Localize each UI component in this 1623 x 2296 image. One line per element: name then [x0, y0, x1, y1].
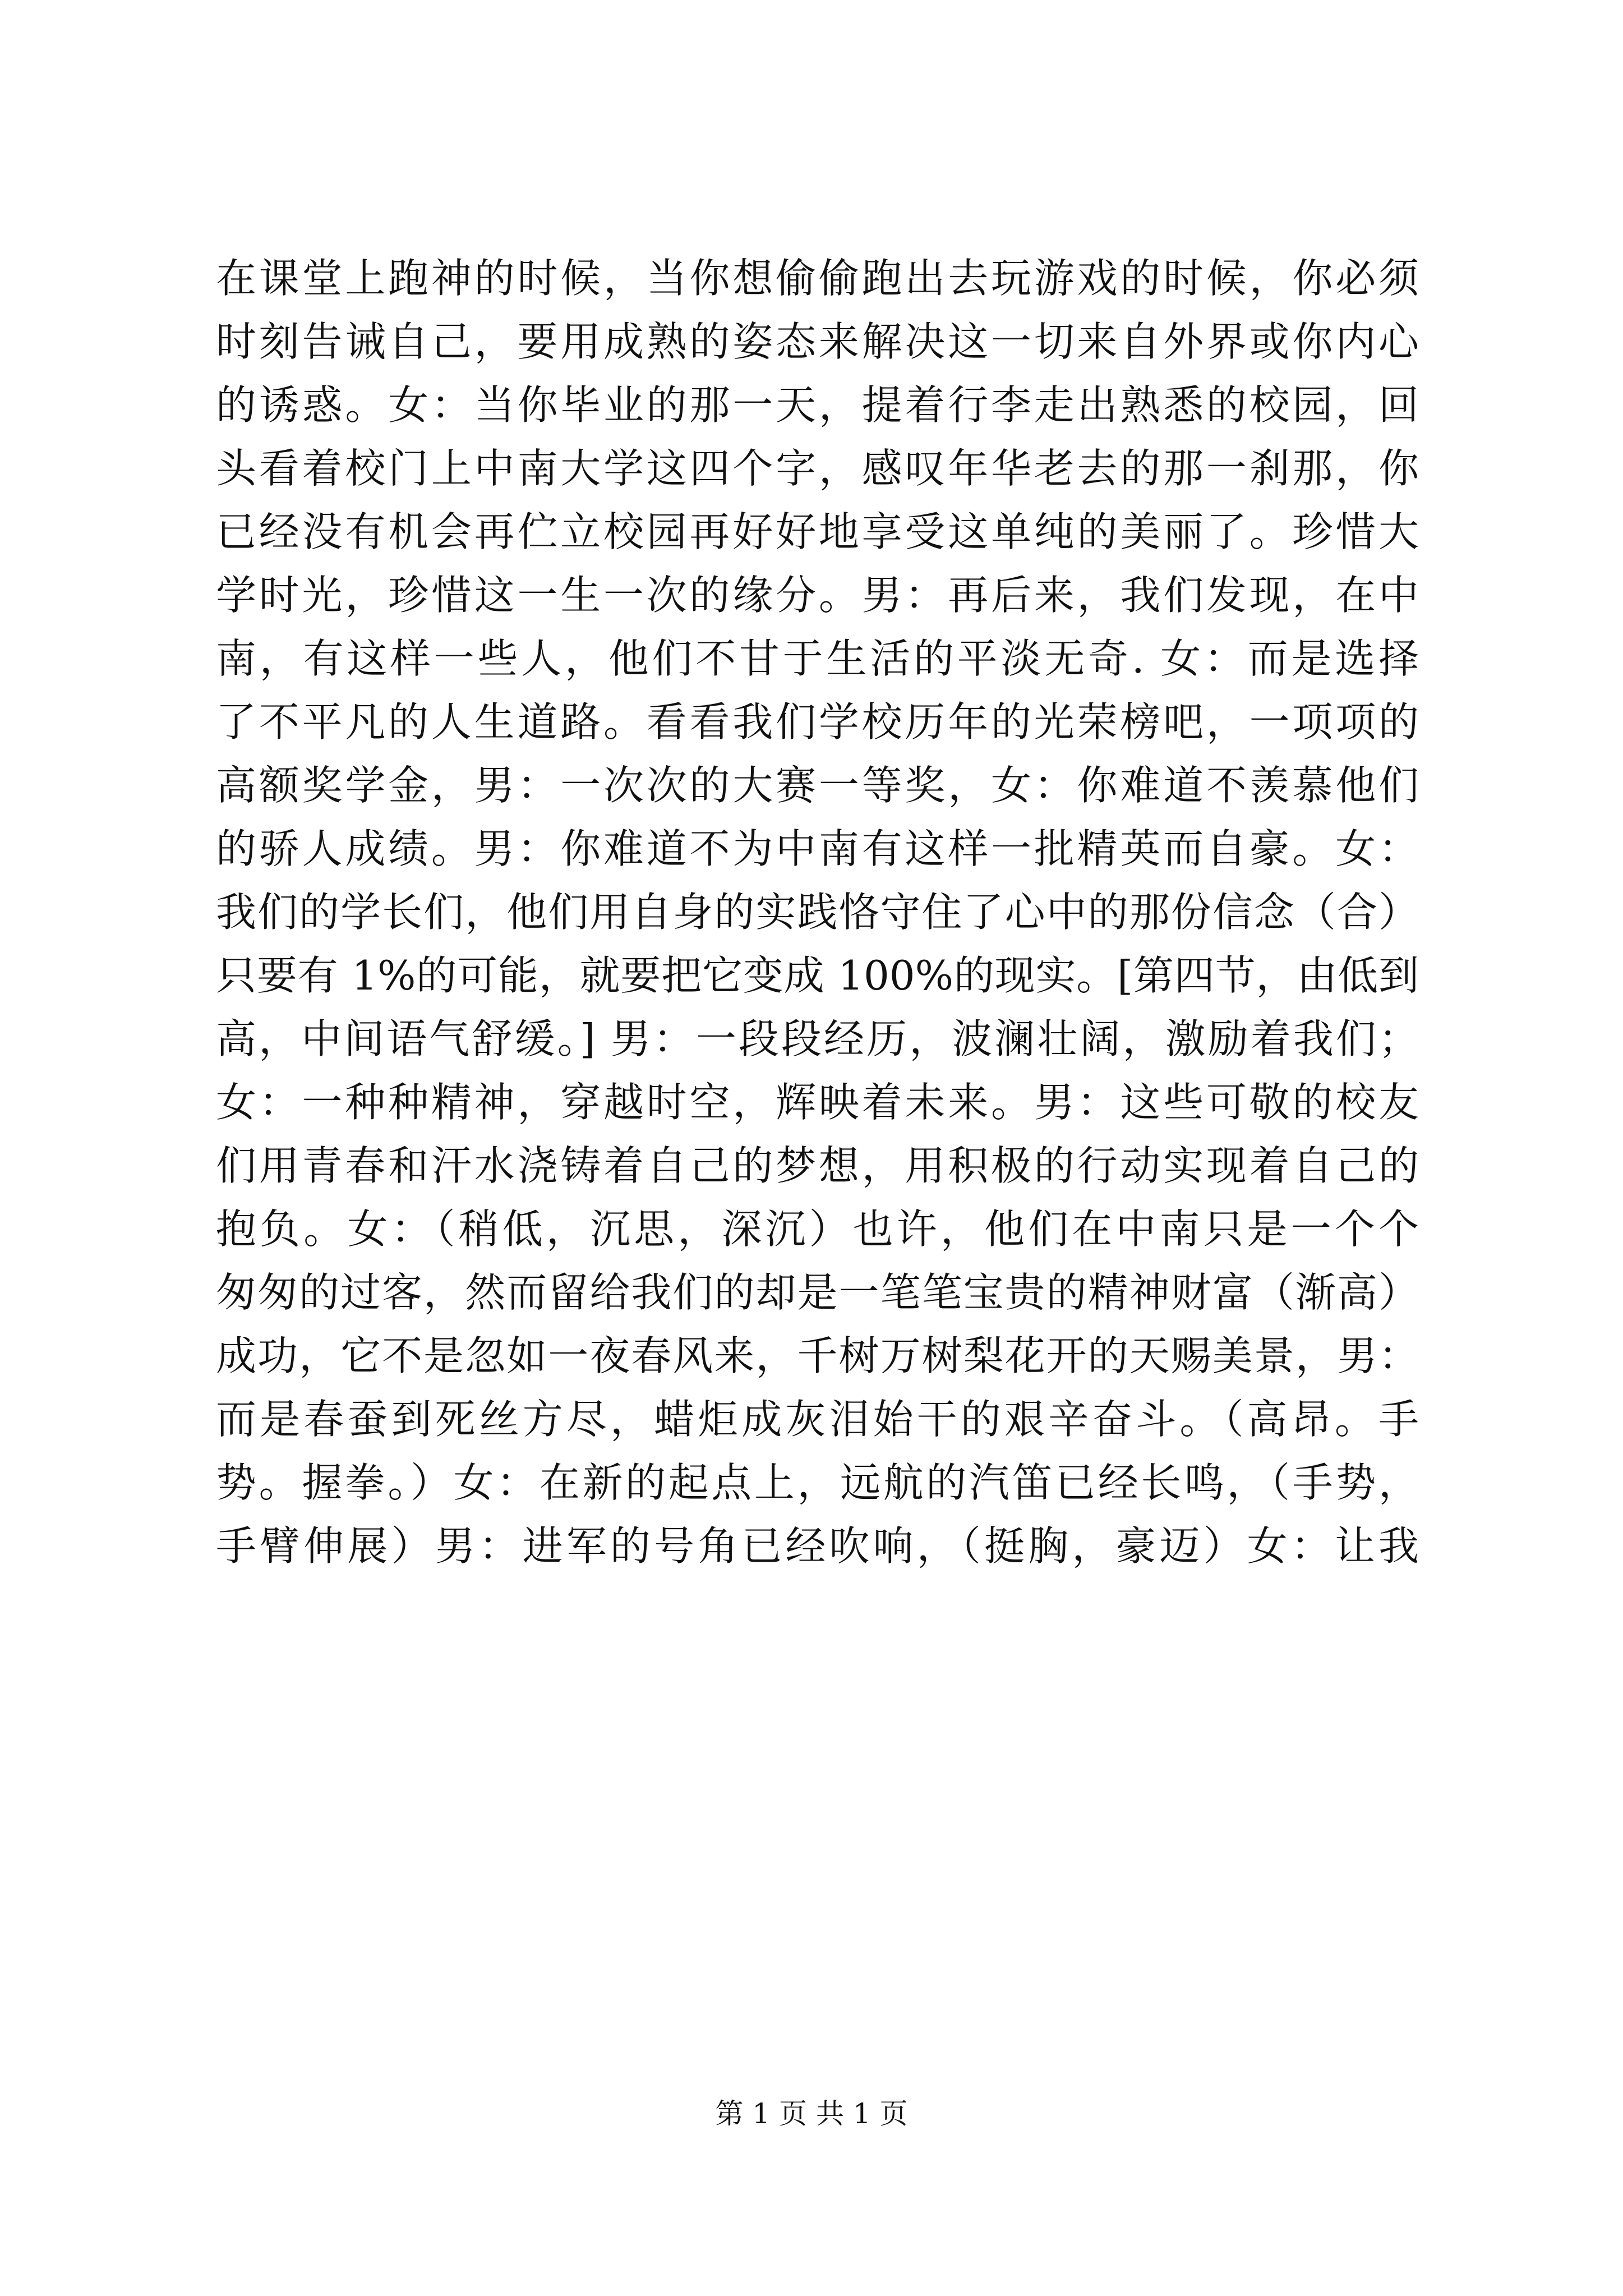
text-line: 女：一种种精神，穿越时空，辉映着未来。男：这些可敬的校友	[216, 1079, 1419, 1126]
text-line: 南，有这样一些人，他们不甘于生活的平淡无奇. 女：而是选择	[216, 635, 1419, 682]
body-text	[216, 247, 1419, 1578]
text-line: 的诱惑。女：当你毕业的那一天，提着行李走出熟悉的校园，回	[216, 381, 1419, 429]
text-line: 我们的学长们，他们用自身的实践恪守住了心中的那份信念（合）	[216, 889, 1419, 936]
page-footer	[0, 2094, 1623, 2133]
text-line: 已经没有机会再伫立校园再好好地享受这单纯的美丽了。珍惜大	[216, 508, 1419, 555]
text-line: 成功，它不是忽如一夜春风来，千树万树梨花开的天赐美景，男：	[216, 1332, 1419, 1379]
text-line: 了不平凡的人生道路。看看我们学校历年的光荣榜吧，一项项的	[216, 698, 1419, 746]
text-line: 头看着校门上中南大学这四个字，感叹年华老去的那一刹那，你	[216, 445, 1419, 492]
text-line: 的骄人成绩。男：你难道不为中南有这样一批精英而自豪。女：	[216, 825, 1419, 872]
text-line: 势。握拳。）女：在新的起点上，远航的汽笛已经长鸣，（手势，	[216, 1459, 1419, 1506]
page-number-label: 第 1 页 共 1 页	[715, 2097, 908, 2130]
text-line: 而是春蚕到死丝方尽，蜡炬成灰泪始干的艰辛奋斗。（高昂。手	[216, 1396, 1419, 1443]
text-line: 高额奖学金，男：一次次的大赛一等奖，女：你难道不羡慕他们	[216, 762, 1419, 809]
text-line: 们用青春和汗水浇铸着自己的梦想，用积极的行动实现着自己的	[216, 1142, 1419, 1189]
text-line: 匆匆的过客，然而留给我们的却是一笔笔宝贵的精神财富（渐高）	[216, 1269, 1419, 1316]
text-line: 高，中间语气舒缓。] 男：一段段经历，波澜壮阔，激励着我们；	[216, 1015, 1419, 1062]
text-line: 时刻告诫自己，要用成熟的姿态来解决这一切来自外界或你内心	[216, 318, 1419, 365]
text-line: 学时光，珍惜这一生一次的缘分。男：再后来，我们发现，在中	[216, 572, 1419, 619]
text-line: 抱负。女：（稍低，沉思，深沉）也许，他们在中南只是一个个	[216, 1205, 1419, 1253]
text-line: 手臂伸展）男：进军的号角已经吹响，（挺胸，豪迈）女：让我	[216, 1522, 1419, 1570]
text-line: 在课堂上跑神的时候，当你想偷偷跑出去玩游戏的时候，你必须	[216, 255, 1419, 302]
text-line: 只要有 1%的可能，就要把它变成 100%的现实。[第四节，由低到	[216, 952, 1419, 999]
